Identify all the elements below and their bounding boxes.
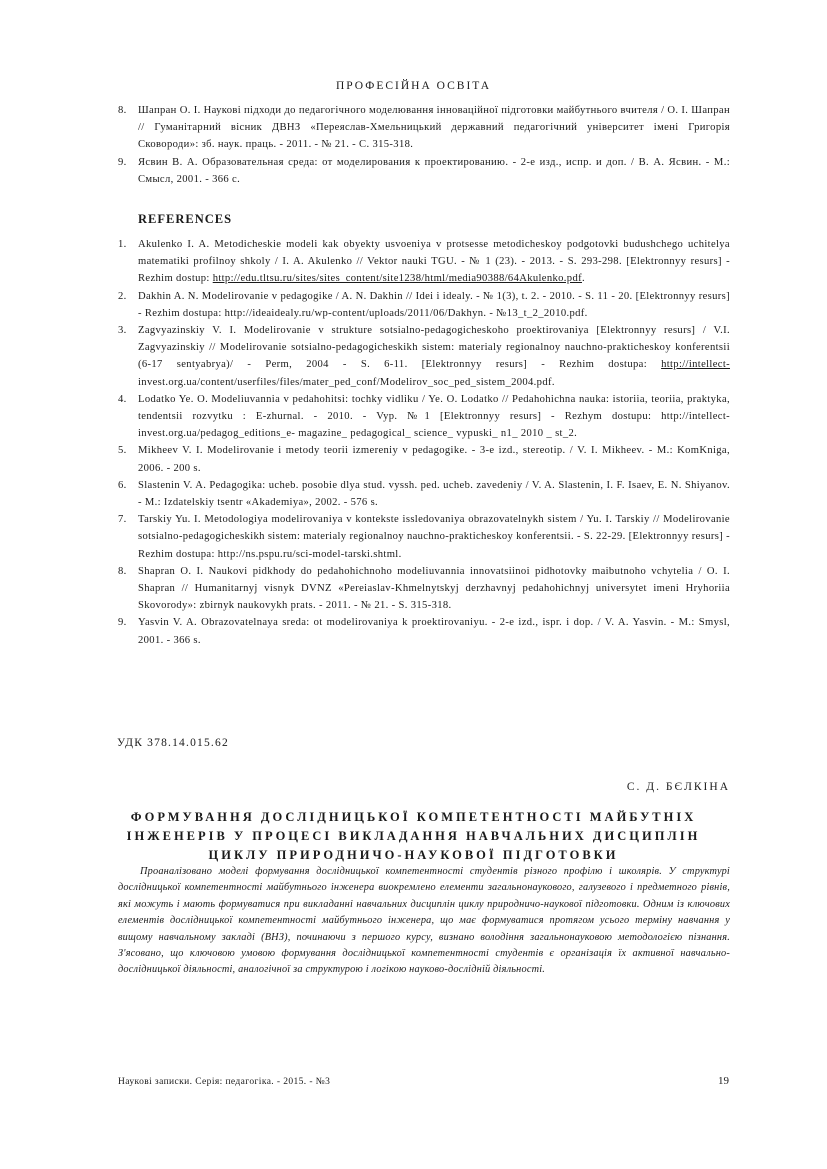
running-header: ПРОФЕСІЙНА ОСВІТА [335, 80, 492, 92]
reference-item [118, 102, 730, 154]
reference-list-en [118, 236, 730, 649]
journal-footer: Наукові записки. Серія: педагогіка. - 2015. - №3 [118, 1077, 331, 1087]
reference-number: 6. [118, 479, 127, 491]
article-abstract: Проаналізовано моделі формування дослідницької компетентності студентів різного профілю і школярів. У структурі дослідницької компетентності майбутнього інженера виокремлено елементи загальнонаукового, галузевого і предметного рівнів, які можуть і мають формуватися при викладанні навчальних дисциплін циклу природничо-наукової підготовки. Одним із ключових елементів дослідницької компетентності майбутнього інженера, що має формуватися протягом усього терміну навчання у вищому навчальному закладі (ВНЗ), починаючи з першого курсу, визнано володіння загальнонауковою методологією пізнання. З'ясовано, що ключовою умовою формування дослідницької компетентності студентів є організація їх активної навчально-дослідницької діяльності, аналогічної за структурою і логікою науково-дослідній діяльності. [118, 866, 730, 976]
udk-code: УДК 378.14.015.62 [117, 737, 229, 749]
reference-number: 2. [118, 290, 127, 302]
reference-number: 1. [118, 239, 127, 250]
reference-number: 3. [118, 325, 127, 337]
reference-text: Shapran O. I. Naukovi pidkhody do pedahohichnoho modeliuvannia innovatsiinoi pidhotovky maibutnoho vchytelia / O. I. Shapran // Humanitarnyj visnyk DVNZ «Pereiaslav-Khmelnytskyj derzhavnyj pedahohichnyj universytet imeni Hryhoriia Skovorody»: zbirnyk naukovykh prats. - 2011. - № 21. - S. 315-318. [138, 565, 730, 612]
reference-item [118, 322, 730, 391]
reference-item [118, 442, 730, 476]
reference-tail: . [581, 273, 585, 285]
reference-item [118, 563, 730, 615]
reference-number: 8. [118, 565, 127, 577]
reference-text: Akulenko I. A. Metodicheskie modeli kak obyekty usvoeniya v protsesse metodicheskoy podgotovki budushchego uchitelya matematiki profilnoy shkoly / I. A. Akulenko // Vektor nauki TGU. - № 1 (23). - 2013. - S. 293-298. [Elektronnyy resurs] - Rezhim dostup: [138, 239, 730, 285]
reference-text: Zagvyazinskiy V. I. Modelirovanie v strukture sotsialno-pedagogicheskoho proektirovaniya [Elektronnyy resurs] / V.I. Zagvyazinskiy // Modelirovanie sotsialno-pedagogicheskikh sistem: materialy regionalnoy nauchno-prakticheskoy konferentsii (6-17 sentyabrya)/ - Perm, 2004 - S. 6-11. [Elektronnyy resurs] - Rezhim dostupa: [138, 325, 730, 371]
reference-text: Mikheev V. I. Modelirovanie i metody teorii izmereniy v pedagogike. - 3-e izd., stereotip. / V. I. Mikheev. - M.: KomKniga, 2006. - 200 s. [138, 445, 730, 474]
article-author: С. Д. БЄЛКІНА [626, 781, 730, 793]
reference-link[interactable]: http://edu.tltsu.ru/sites/sites_content/site1238/html/media90388/64Akulenko.pdf [212, 273, 582, 285]
reference-number: 7. [118, 514, 127, 526]
reference-item [118, 154, 730, 188]
reference-text: Slastenin V. A. Pedagogika: ucheb. posobie dlya stud. vyssh. ped. ucheb. zavedeniy / V. A. Slastenin, I. F. Isaev, E. N. Shiyanov. - M.: Izdatelskiy tsentr «Akademiya», 2002. - 576 s. [138, 479, 730, 509]
reference-item [118, 236, 730, 288]
page-number: 19 [718, 1075, 729, 1087]
article-title [100, 808, 727, 865]
reference-text: Шапран О. І. Наукові підходи до педагогічного моделювання інноваційної підготовки майбутнього вчителя / О. І. Шапран // Гуманітарний вісник ДВНЗ «Переяслав-Хмельницький державний педагогічний університет імені Григорія Сковороди»: зб. наук. праць. - 2011. - № 21. - С. 315-318. [138, 105, 730, 151]
reference-tail: invest.org.ua/content/userfiles/files/mater_ped_conf/Modelirov_soc_ped_sistem_2004.pdf. [138, 376, 555, 388]
reference-text: Lodatko Ye. O. Modeliuvannia v pedahohitsi: tochky vidliku / Ye. O. Lodatko // Pedahohichna nauka: istoriia, teoriia, praktyka, tendentsii rozvytku : E-zhurnal. - 2010. - Vyp. №1 [Elektronnyy resurs] - Rezhym dostupu: http://intellect-invest.org.ua/pedagog_editions_e- magazine_ pedagogical_ science_ vypuski_ n1_ 2010 _ st_2. [138, 393, 730, 440]
reference-list-ua [118, 102, 730, 188]
title-line: ЦИКЛУ ПРИРОДНИЧО-НАУКОВОЇ ПІДГОТОВКИ [208, 848, 619, 862]
title-line: ІНЖЕНЕРІВ У ПРОЦЕСІ ВИКЛАДАННЯ НАВЧАЛЬНИХ ДИСЦИПЛІН [126, 829, 701, 843]
reference-number: 4. [118, 393, 127, 405]
reference-item [118, 477, 730, 511]
reference-number: 9. [118, 156, 127, 168]
reference-number: 8. [118, 105, 127, 116]
reference-number: 5. [118, 445, 127, 457]
title-line: ФОРМУВАННЯ ДОСЛІДНИЦЬКОЇ КОМПЕТЕНТНОСТІ МАЙБУТНІХ [130, 810, 697, 824]
reference-number: 9. [118, 617, 127, 629]
reference-text: Ясвин В. А. Образовательная среда: от моделирования к проектированию. - 2-е изд., испр. и доп. / В. А. Ясвин. - М.: Смысл, 2001. - 366 с. [138, 156, 730, 185]
references-heading: REFERENCES [138, 212, 233, 226]
reference-item [118, 511, 730, 563]
reference-link[interactable]: http://intellect- [661, 359, 730, 371]
reference-item [118, 391, 730, 443]
reference-text: Dakhin A. N. Modelirovanie v pedagogike / A. N. Dakhin // Idei i idealy. - № 1(3), t. 2. - 2010. - S. 11 - 20. [Elektronnyy resurs] - Rezhim dostupa: http://ideaidealy.ru/wp-content/uploads/2011/06/Dakhyn. - №13_t_2_2010.pdf. [138, 290, 730, 319]
reference-item [118, 288, 730, 322]
reference-text: Yasvin V. A. Obrazovatelnaya sreda: ot modelirovaniya k proektirovaniyu. - 2-e izd., ispr. i dop. / V. A. Yasvin. - M.: Smysl, 2001. - 366 s. [138, 617, 730, 646]
reference-text: Tarskiy Yu. I. Metodologiya modelirovaniya v kontekste issledovaniya obrazovatelnykh sistem / Yu. I. Tarskiy // Modelirovanie sotsialno-pedagogicheskikh sistem: materialy regionalnoy nauchno-prakticheskoy konferentsii. - S. 22-29. [Elektronnyy resurs] - Rezhim dostupa: http://ns.pspu.ru/sci-model-tarski.shtml. [138, 514, 730, 560]
reference-item [118, 614, 730, 648]
